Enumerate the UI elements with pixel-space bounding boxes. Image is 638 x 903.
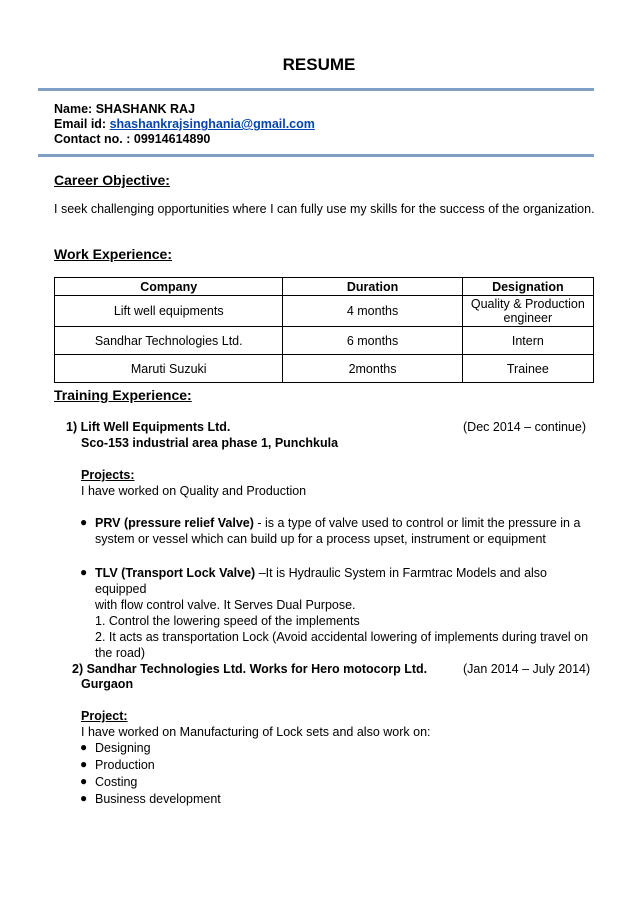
bullet-icon: ● xyxy=(80,774,88,788)
training1-address: Sco-153 industrial area phase 1, Punchkula xyxy=(81,436,339,450)
contact-block xyxy=(54,102,315,147)
email-label: Email id: xyxy=(54,117,107,131)
training2-project-text: I have worked on Manufacturing of Lock sets and also work on: xyxy=(81,725,431,739)
table-row xyxy=(55,296,594,327)
career-heading: Career Objective: xyxy=(54,172,170,188)
cell-company: Lift well equipments xyxy=(55,296,283,327)
prv-line2: system or vessel which can build up for a process upset, instrument or equipment xyxy=(95,532,546,546)
name-value: SHASHANK RAJ xyxy=(95,102,196,116)
list-item: Costing xyxy=(95,775,138,789)
training-heading: Training Experience: xyxy=(54,387,192,403)
list-item: Production xyxy=(95,758,155,772)
phone-label: Contact no. : xyxy=(54,132,131,146)
phone-value: 09914614890 xyxy=(133,132,211,146)
table-row xyxy=(55,327,594,355)
bullet-prv xyxy=(95,515,590,547)
tlv-line5: the road) xyxy=(95,646,146,660)
email-line xyxy=(54,117,315,132)
tlv-line4: 2. It acts as transportation Lock (Avoid accidental lowering of implements during travel on xyxy=(95,630,589,644)
bullet-icon: ● xyxy=(80,740,88,754)
cell-designation: Trainee xyxy=(462,355,593,383)
col-duration: Duration xyxy=(283,278,462,296)
cell-duration: 6 months xyxy=(283,327,462,355)
cell-designation: Intern xyxy=(462,327,593,355)
tlv-line1: –It is Hydraulic System in Farmtrac Models and also equipped xyxy=(95,566,548,596)
bullet-icon: ● xyxy=(80,757,88,771)
bullet-tlv xyxy=(95,565,590,661)
training2-title: 2) Sandhar Technologies Ltd. Works for Hero motocorp Ltd. xyxy=(72,662,428,676)
email-link[interactable]: shashankrajsinghania@gmail.com xyxy=(109,117,315,131)
page-title: RESUME xyxy=(282,55,356,74)
list-item: Designing xyxy=(95,741,151,755)
tlv-bold: TLV (Transport Lock Valve) xyxy=(95,566,256,580)
bullet-icon: ● xyxy=(80,565,88,579)
training2-address: Gurgaon xyxy=(81,677,134,691)
cell-designation: Quality & Production engineer xyxy=(462,296,593,327)
divider-top xyxy=(38,88,594,91)
training1-date: (Dec 2014 – continue) xyxy=(463,420,586,434)
table-header-row xyxy=(55,278,594,296)
col-designation: Designation xyxy=(462,278,593,296)
bullet-icon: ● xyxy=(80,791,88,805)
prv-line1: - is a type of valve used to control or limit the pressure in a xyxy=(253,516,581,530)
training2-date: (Jan 2014 – July 2014) xyxy=(463,662,591,676)
list-item: Business development xyxy=(95,792,221,806)
bullet-icon: ● xyxy=(80,515,88,529)
training2-project-label: Project: xyxy=(81,709,128,723)
work-table xyxy=(54,277,594,383)
training1-projects-label: Projects: xyxy=(81,468,135,482)
name-line xyxy=(54,102,315,117)
divider-bottom xyxy=(38,154,594,157)
tlv-line2: with flow control valve. It Serves Dual Purpose. xyxy=(95,598,356,612)
col-company: Company xyxy=(55,278,283,296)
training1-projects-text: I have worked on Quality and Production xyxy=(81,484,307,498)
name-label: Name: xyxy=(54,102,93,116)
table-row xyxy=(55,355,594,383)
tlv-line3: 1. Control the lowering speed of the implements xyxy=(95,614,360,628)
prv-bold: PRV (pressure relief Valve) xyxy=(95,516,254,530)
cell-duration: 4 months xyxy=(283,296,462,327)
career-text: I seek challenging opportunities where I can fully use my skills for the success of the organization. xyxy=(54,202,595,216)
cell-company: Maruti Suzuki xyxy=(55,355,283,383)
phone-line xyxy=(54,132,315,147)
cell-company: Sandhar Technologies Ltd. xyxy=(55,327,283,355)
training1-title: 1) Lift Well Equipments Ltd. xyxy=(66,420,231,434)
cell-duration: 2months xyxy=(283,355,462,383)
work-heading: Work Experience: xyxy=(54,246,173,262)
